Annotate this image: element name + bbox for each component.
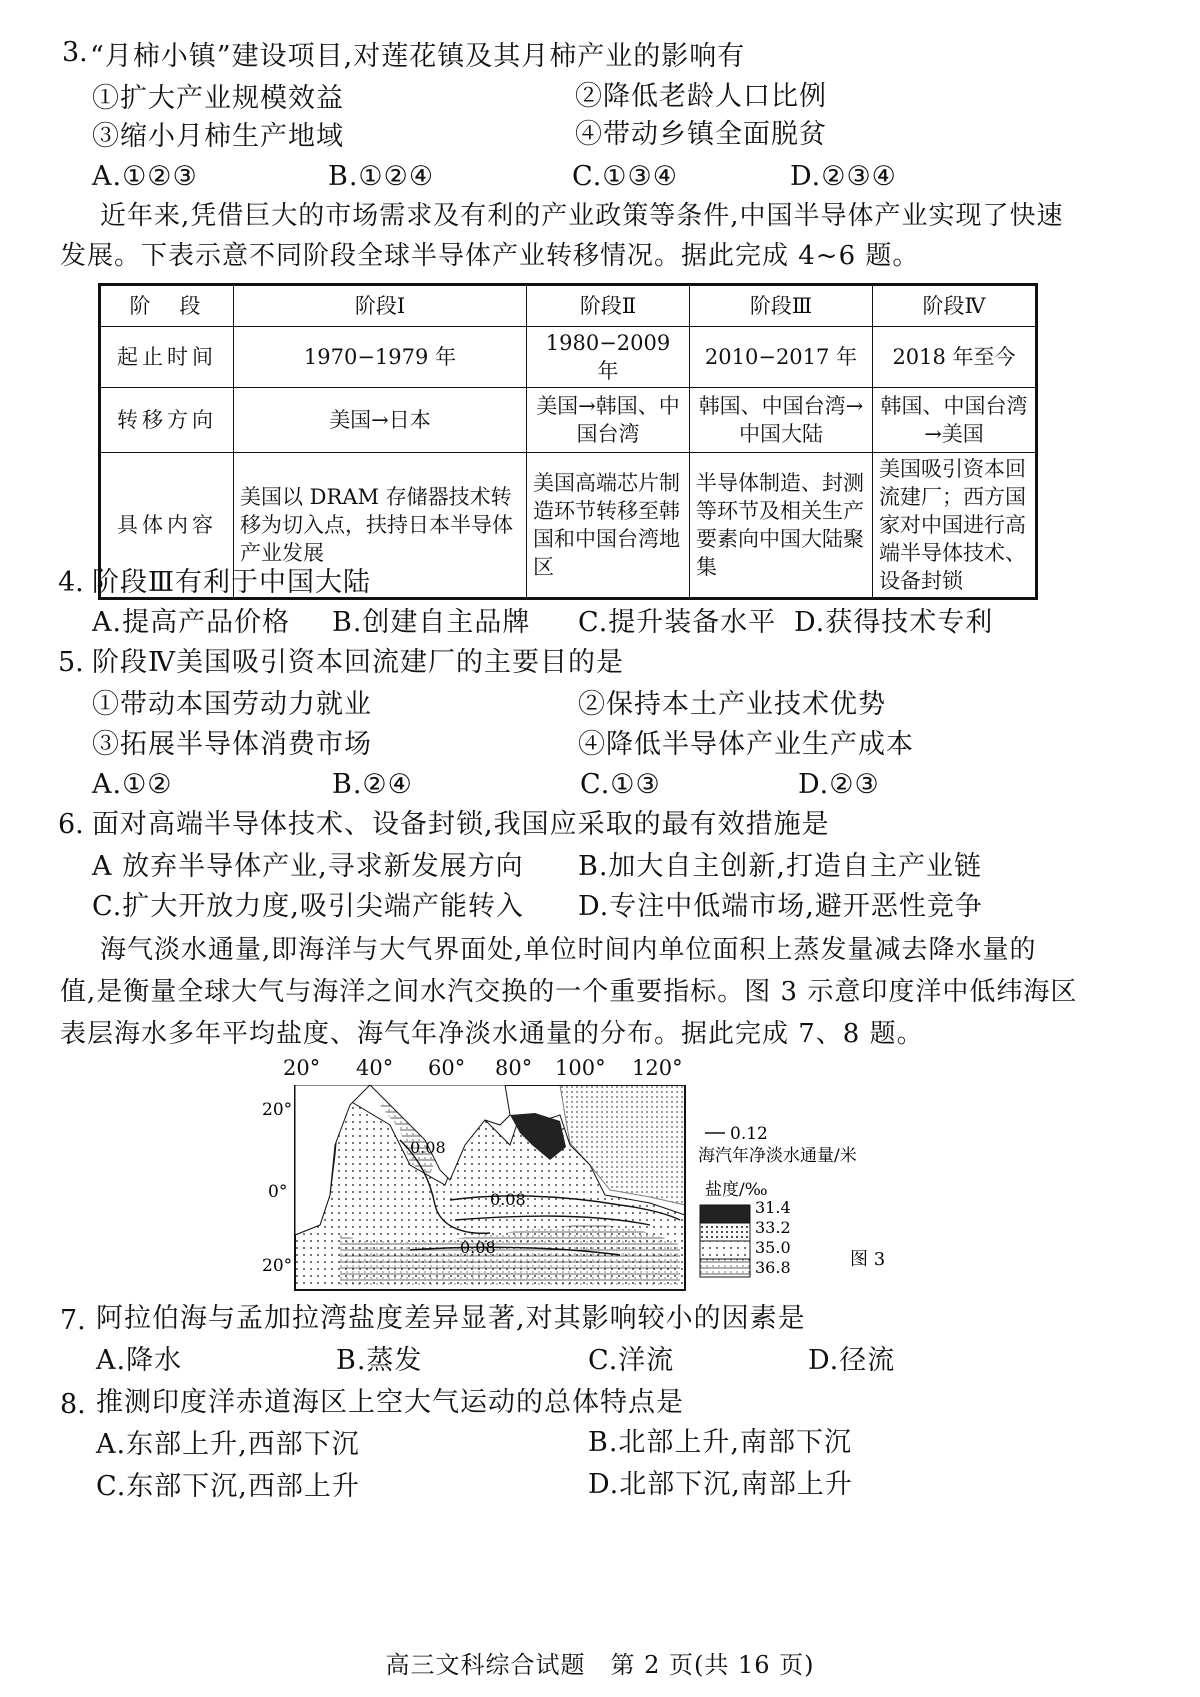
q7-choice: B.蒸发 — [336, 1345, 423, 1376]
legend-salinity-title: 盐度/‰ — [705, 1180, 768, 1200]
table-cell: 韩国、中国台湾→中国大陆 — [690, 388, 873, 453]
q3-choice: C.①③④ — [572, 161, 678, 192]
q7-choice: A.降水 — [96, 1345, 183, 1376]
table-header-cell: 阶段Ⅲ — [690, 285, 873, 327]
table-header-row — [100, 285, 1037, 327]
contour-label: 0.08 — [410, 1138, 446, 1157]
lon-label: 80° — [495, 1056, 533, 1080]
q6-choice: B.加大自主创新,打造自主产业链 — [578, 851, 983, 882]
q7-number: 7. — [60, 1305, 86, 1336]
q7-stem: 阿拉伯海与孟加拉湾盐度差异显著,对其影响较小的因素是 — [96, 1303, 806, 1334]
q6-choice: C.扩大开放力度,吸引尖端产能转入 — [92, 891, 524, 922]
q5-option: ②保持本土产业技术优势 — [578, 689, 886, 720]
q6-stem: 面对高端半导体技术、设备封锁,我国应采取的最有效措施是 — [92, 809, 830, 840]
intro-paragraph-line: 表层海水多年平均盐度、海气年净淡水通量的分布。据此完成 7、8 题。 — [60, 1019, 924, 1049]
legend-salinity-swatch — [700, 1241, 750, 1259]
q4-number: 4. — [58, 567, 84, 598]
q6-number: 6. — [58, 809, 84, 840]
table-cell: 2010−2017 年 — [690, 327, 873, 388]
lat-label: 20° — [262, 1100, 293, 1120]
table-cell: 2018 年至今 — [873, 327, 1037, 388]
figure-label: 图 3 — [850, 1249, 886, 1270]
table-row-label: 具体内容 — [100, 453, 234, 599]
q5-choice: C.①③ — [580, 769, 661, 800]
q3-option: ②降低老龄人口比例 — [575, 81, 827, 112]
q3-choice: A.①②③ — [92, 161, 198, 192]
page-footer: 高三文科综合试题 第 2 页(共 16 页) — [385, 1651, 815, 1679]
q3-option: ①扩大产业规模效益 — [92, 83, 344, 114]
table-header-cell: 阶段Ⅱ — [527, 285, 690, 327]
table-cell: 韩国、中国台湾→美国 — [873, 388, 1037, 453]
q8-choice: D.北部下沉,南部上升 — [588, 1469, 853, 1500]
q3-option: ③缩小月柿生产地域 — [92, 121, 344, 152]
contour-label: 0.08 — [490, 1190, 526, 1209]
semiconductor-transfer-table — [98, 283, 1038, 600]
q8-choice: A.东部上升,西部下沉 — [96, 1429, 360, 1460]
q4-stem: 阶段Ⅲ有利于中国大陆 — [92, 567, 372, 598]
q5-choice: D.②③ — [798, 769, 880, 800]
q5-option: ③拓展半导体消费市场 — [92, 729, 372, 760]
q4-choice: B.创建自主品牌 — [332, 607, 531, 638]
intro-paragraph-line: 近年来,凭借巨大的市场需求及有利的产业政策等条件,中国半导体产业实现了快速 — [100, 201, 1064, 231]
q5-choice: B.②④ — [332, 769, 413, 800]
legend-contour-text: 海汽年净淡水通量/米 — [698, 1146, 857, 1166]
table-row-label: 起止时间 — [100, 327, 234, 388]
q7-choice: C.洋流 — [588, 1345, 675, 1376]
table-cell: 1980−2009 年 — [527, 327, 690, 388]
legend-salinity-swatch — [700, 1223, 750, 1241]
q3-number: 3. — [62, 37, 88, 68]
intro-paragraph-line: 值,是衡量全球大气与海洋之间水汽交换的一个重要指标。图 3 示意印度洋中低纬海区 — [60, 977, 1078, 1007]
legend-salinity-value: 36.8 — [755, 1258, 791, 1277]
q6-choice: A 放弃半导体产业,寻求新发展方向 — [92, 851, 524, 882]
indian-ocean-map — [260, 1085, 920, 1295]
table-cell: 美国→韩国、中国台湾 — [527, 388, 690, 453]
q5-choice: A.①② — [92, 769, 173, 800]
q4-choice: D.获得技术专利 — [794, 607, 994, 638]
q6-choice: D.专注中低端市场,避开恶性竞争 — [578, 891, 983, 922]
q3-choice: B.①②④ — [328, 161, 435, 192]
q8-stem: 推测印度洋赤道海区上空大气运动的总体特点是 — [96, 1387, 684, 1418]
lon-label: 120° — [632, 1056, 683, 1080]
q3-choice: D.②③④ — [790, 161, 897, 192]
table-row-label: 转移方向 — [100, 388, 234, 453]
table-row — [100, 327, 1037, 388]
lon-label: 20° — [283, 1056, 321, 1080]
table-cell: 半导体制造、封测等环节及相关生产要素向中国大陆聚集 — [690, 453, 873, 599]
legend-salinity-swatch — [700, 1259, 750, 1277]
q8-choice: C.东部下沉,西部上升 — [96, 1471, 360, 1502]
legend-salinity-value: 35.0 — [755, 1238, 791, 1257]
q7-choice: D.径流 — [808, 1345, 896, 1376]
q5-option: ①带动本国劳动力就业 — [92, 689, 372, 720]
contour-label: 0.08 — [460, 1238, 496, 1257]
intro-paragraph-line: 发展。下表示意不同阶段全球半导体产业转移情况。据此完成 4~6 题。 — [60, 241, 920, 271]
table-row — [100, 388, 1037, 453]
legend-salinity-value: 33.2 — [755, 1218, 791, 1237]
legend-contour-value: 0.12 — [730, 1124, 768, 1144]
q5-number: 5. — [58, 647, 84, 678]
q5-stem: 阶段Ⅳ美国吸引资本回流建厂的主要目的是 — [92, 647, 624, 678]
legend-salinity-swatch — [700, 1205, 750, 1223]
intro-paragraph-line: 海气淡水通量,即海洋与大气界面处,单位时间内单位面积上蒸发量减去降水量的 — [100, 935, 1037, 965]
table-cell: 1970−1979 年 — [234, 327, 527, 388]
lat-label: 0° — [268, 1182, 288, 1202]
table-header-cell: 阶段Ⅳ — [873, 285, 1037, 327]
lon-label: 40° — [356, 1056, 394, 1080]
q3-stem: “月柿小镇”建设项目,对莲花镇及其月柿产业的影响有 — [90, 41, 746, 72]
table-cell: 美国高端芯片制造环节转移至韩国和中国台湾地区 — [527, 453, 690, 599]
q4-choice: A.提高产品价格 — [92, 607, 291, 638]
table-cell: 美国→日本 — [234, 388, 527, 453]
q5-option: ④降低半导体产业生产成本 — [578, 729, 914, 760]
q3-option: ④带动乡镇全面脱贫 — [575, 119, 827, 150]
lon-label: 100° — [555, 1056, 606, 1080]
table-cell: 美国吸引资本回流建厂；西方国家对中国进行高端半导体技术、设备封锁 — [873, 453, 1037, 599]
table-header-cell: 阶段Ⅰ — [234, 285, 527, 327]
legend-salinity-value: 31.4 — [755, 1198, 791, 1217]
table-header-cell: 阶 段 — [100, 285, 234, 327]
q4-choice: C.提升装备水平 — [578, 607, 777, 638]
q8-choice: B.北部上升,南部下沉 — [588, 1427, 853, 1458]
lon-label: 60° — [428, 1056, 466, 1080]
table-cell: 美国以 DRAM 存储器技术转移为切入点，扶持日本半导体产业发展 — [234, 453, 527, 599]
indian-ocean-map-figure — [260, 1085, 920, 1295]
lat-label: 20° — [262, 1256, 293, 1276]
q8-number: 8. — [60, 1389, 86, 1420]
